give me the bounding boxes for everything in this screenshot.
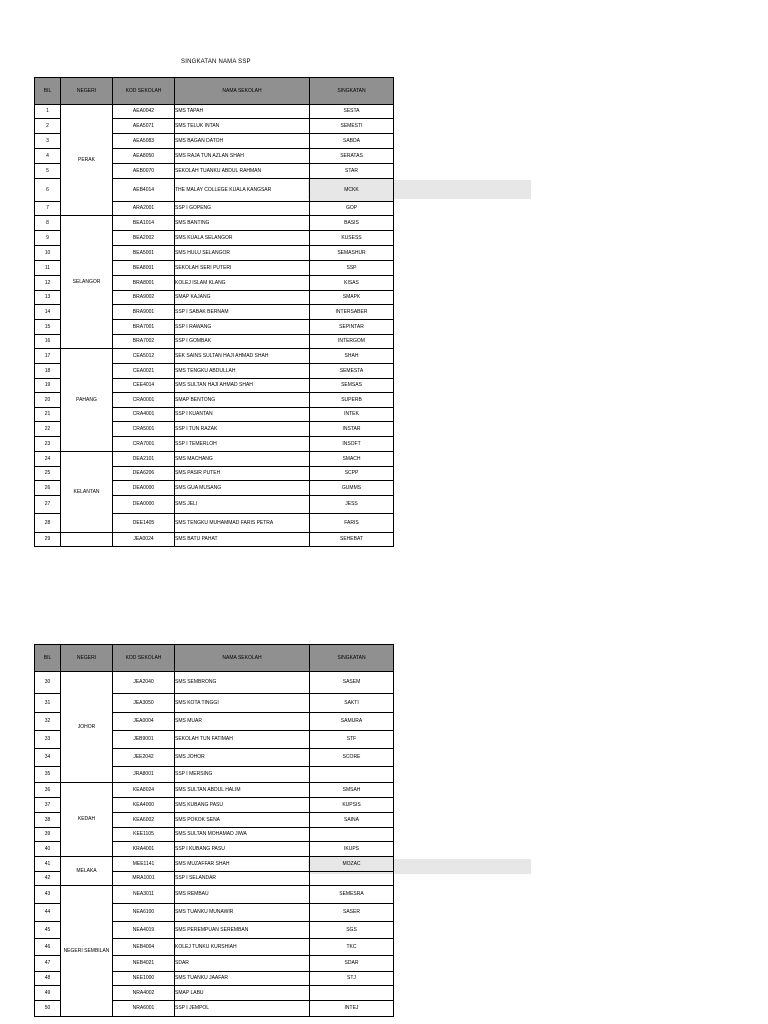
cell-kod-sekolah: NEA6100 <box>113 904 175 922</box>
cell-singkatan: SESTA <box>310 105 394 119</box>
cell-kod-sekolah: AEA0042 <box>113 105 175 119</box>
cell-bil: 23 <box>35 437 61 452</box>
cell-singkatan: SCORE <box>310 749 394 767</box>
cell-nama-sekolah: SMS BANTING <box>175 216 310 231</box>
cell-nama-sekolah: SMS TENGKU ABDULLAH <box>175 364 310 379</box>
cell-kod-sekolah: CRA4001 <box>113 408 175 422</box>
cell-bil: 48 <box>35 972 61 986</box>
cell-bil: 26 <box>35 481 61 496</box>
cell-bil: 17 <box>35 349 61 364</box>
cell-kod-sekolah: JEA2040 <box>113 672 175 694</box>
cell-bil: 10 <box>35 246 61 261</box>
cell-singkatan: IKUPS <box>310 842 394 857</box>
cell-nama-sekolah: SMAP LABU <box>175 986 310 1001</box>
cell-singkatan: SCPP <box>310 467 394 481</box>
cell-singkatan: INTERSABER <box>310 305 394 320</box>
cell-nama-sekolah: SMS MUZAFFAR SHAH <box>175 857 310 872</box>
cell-nama-sekolah: SMS MACHANG <box>175 452 310 467</box>
cell-kod-sekolah: KEA6002 <box>113 813 175 828</box>
cell-bil: 47 <box>35 956 61 972</box>
header-kod-sekolah: KOD SEKOLAH <box>113 78 175 105</box>
cell-bil: 49 <box>35 986 61 1001</box>
cell-nama-sekolah: SMS SULTAN HAJI AHMAD SHAH <box>175 379 310 393</box>
cell-kod-sekolah: KEE1105 <box>113 828 175 842</box>
cell-singkatan: SAINA <box>310 813 394 828</box>
cell-bil: 39 <box>35 828 61 842</box>
cell-nama-sekolah: SMAP KAJANG <box>175 291 310 305</box>
cell-bil: 34 <box>35 749 61 767</box>
cell-nama-sekolah: SSP I TEMERLOH <box>175 437 310 452</box>
cell-kod-sekolah: JEE2042 <box>113 749 175 767</box>
header-negeri: NEGERI <box>61 78 113 105</box>
cell-kod-sekolah: KRA4001 <box>113 842 175 857</box>
cell-kod-sekolah: BRA7001 <box>113 320 175 335</box>
cell-nama-sekolah: SSP I MERSING <box>175 767 310 783</box>
cell-bil: 3 <box>35 134 61 149</box>
cell-singkatan: FARIS <box>310 514 394 533</box>
cell-kod-sekolah: MEE1141 <box>113 857 175 872</box>
cell-nama-sekolah: SMS TUANKU JAAFAR <box>175 972 310 986</box>
cell-kod-sekolah: JEB9001 <box>113 731 175 749</box>
cell-kod-sekolah: AEB4014 <box>113 179 175 202</box>
table-row <box>35 533 394 547</box>
cell-singkatan: STF <box>310 731 394 749</box>
cell-negeri: KELANTAN <box>61 452 113 533</box>
table-header-row <box>35 645 394 672</box>
cell-singkatan: KISAS <box>310 276 394 291</box>
cell-nama-sekolah: SMS JOHOR <box>175 749 310 767</box>
cell-bil: 11 <box>35 261 61 276</box>
cell-singkatan: SMSAH <box>310 783 394 798</box>
cell-bil: 33 <box>35 731 61 749</box>
cell-singkatan: BASIS <box>310 216 394 231</box>
cell-bil: 6 <box>35 179 61 202</box>
cell-nama-sekolah: SEKOLAH TUANKU ABDUL RAHMAN <box>175 164 310 179</box>
cell-bil: 22 <box>35 422 61 437</box>
cell-singkatan: INTEK <box>310 408 394 422</box>
cell-nama-sekolah: SSP I RAWANG <box>175 320 310 335</box>
cell-bil: 15 <box>35 320 61 335</box>
cell-singkatan: TKC <box>310 939 394 956</box>
cell-kod-sekolah: AEB0070 <box>113 164 175 179</box>
cell-kod-sekolah: AEA5071 <box>113 119 175 134</box>
cell-bil: 12 <box>35 276 61 291</box>
cell-kod-sekolah: BRA9002 <box>113 291 175 305</box>
cell-nama-sekolah: SMS RAJA TUN AZLAN SHAH <box>175 149 310 164</box>
cell-kod-sekolah: BEA5001 <box>113 246 175 261</box>
cell-nama-sekolah: SDAR <box>175 956 310 972</box>
cell-nama-sekolah: SSP I KUANTAN <box>175 408 310 422</box>
cell-nama-sekolah: SMS TELUK INTAN <box>175 119 310 134</box>
table-row <box>35 105 394 119</box>
cell-kod-sekolah: BEA8001 <box>113 261 175 276</box>
cell-kod-sekolah: BRA9001 <box>113 305 175 320</box>
header-negeri: NEGERI <box>61 645 113 672</box>
cell-bil: 31 <box>35 694 61 713</box>
cell-nama-sekolah: SMS SEMBRONG <box>175 672 310 694</box>
cell-singkatan: SEPINTAR <box>310 320 394 335</box>
cell-singkatan: SEMESTA <box>310 364 394 379</box>
cell-bil: 50 <box>35 1001 61 1017</box>
cell-singkatan: INTERGOM <box>310 335 394 349</box>
cell-nama-sekolah: SMS BAGAN DATOH <box>175 134 310 149</box>
cell-bil: 41 <box>35 857 61 872</box>
cell-singkatan <box>310 828 394 842</box>
cell-singkatan <box>310 986 394 1001</box>
cell-nama-sekolah: SMS KUBANG PASU <box>175 798 310 813</box>
cell-nama-sekolah: SMS KUALA SELANGOR <box>175 231 310 246</box>
cell-nama-sekolah: SMS POKOK SENA <box>175 813 310 828</box>
cell-kod-sekolah: KEA8024 <box>113 783 175 798</box>
cell-negeri: PERAK <box>61 105 113 216</box>
table-row <box>35 349 394 364</box>
cell-nama-sekolah: SSP I SELANDAR <box>175 872 310 886</box>
header-nama-sekolah: NAMA SEKOLAH <box>175 78 310 105</box>
cell-singkatan: SEMESRA <box>310 886 394 904</box>
cell-nama-sekolah: SMS KOTA TINGGI <box>175 694 310 713</box>
cell-singkatan: SAMURA <box>310 713 394 731</box>
cell-bil: 44 <box>35 904 61 922</box>
cell-singkatan: SERATAS <box>310 149 394 164</box>
cell-singkatan: INTEJ <box>310 1001 394 1017</box>
cell-kod-sekolah: ARA2001 <box>113 202 175 216</box>
cell-singkatan: SHAH <box>310 349 394 364</box>
cell-bil: 13 <box>35 291 61 305</box>
cell-kod-sekolah: CEE4014 <box>113 379 175 393</box>
cell-nama-sekolah: SSP I TUN RAZAK <box>175 422 310 437</box>
header-nama-sekolah: NAMA SEKOLAH <box>175 645 310 672</box>
header-kod-sekolah: KOD SEKOLAH <box>113 645 175 672</box>
cell-nama-sekolah: SMS REMBAU <box>175 886 310 904</box>
cell-kod-sekolah: JEA0024 <box>113 533 175 547</box>
cell-singkatan: SMACH <box>310 452 394 467</box>
cell-singkatan: STAR <box>310 164 394 179</box>
cell-negeri: JOHOR <box>61 672 113 783</box>
cell-singkatan: STJ <box>310 972 394 986</box>
cell-kod-sekolah: NRA4002 <box>113 986 175 1001</box>
cell-singkatan: GUMMS <box>310 481 394 496</box>
cell-bil: 25 <box>35 467 61 481</box>
cell-kod-sekolah: JEA3050 <box>113 694 175 713</box>
document-title: SINGKATAN NAMA SSP <box>181 59 251 65</box>
cell-kod-sekolah: CRA7001 <box>113 437 175 452</box>
cell-bil: 19 <box>35 379 61 393</box>
cell-bil: 4 <box>35 149 61 164</box>
cell-singkatan: KUSESS <box>310 231 394 246</box>
cell-singkatan: INSTAR <box>310 422 394 437</box>
cell-nama-sekolah: SSP I SABAK BERNAM <box>175 305 310 320</box>
cell-singkatan: SDAR <box>310 956 394 972</box>
cell-singkatan: JESS <box>310 496 394 514</box>
cell-singkatan: SUPERB <box>310 393 394 408</box>
cell-nama-sekolah: KOLEJ ISLAM KLANG <box>175 276 310 291</box>
header-bil: BIL <box>35 645 61 672</box>
cell-negeri <box>61 533 113 547</box>
cell-bil: 38 <box>35 813 61 828</box>
cell-singkatan: KUPSIS <box>310 798 394 813</box>
table-header-row <box>35 78 394 105</box>
cell-kod-sekolah: MRA1001 <box>113 872 175 886</box>
cell-kod-sekolah: DEA2101 <box>113 452 175 467</box>
cell-bil: 36 <box>35 783 61 798</box>
cell-bil: 32 <box>35 713 61 731</box>
cell-singkatan: SSP <box>310 261 394 276</box>
cell-nama-sekolah: KOLEJ TUNKU KURSHIAH <box>175 939 310 956</box>
cell-kod-sekolah: NEA4019 <box>113 922 175 939</box>
table-row <box>35 783 394 798</box>
table-row <box>35 672 394 694</box>
cell-bil: 45 <box>35 922 61 939</box>
cell-singkatan: SMAPK <box>310 291 394 305</box>
cell-negeri: PAHANG <box>61 349 113 452</box>
cell-nama-sekolah: SMS HULU SELANGOR <box>175 246 310 261</box>
cell-singkatan: GOP <box>310 202 394 216</box>
cell-singkatan: SAKTI <box>310 694 394 713</box>
cell-nama-sekolah: SSP I KUBANG PASU <box>175 842 310 857</box>
cell-bil: 30 <box>35 672 61 694</box>
cell-kod-sekolah: NEB4004 <box>113 939 175 956</box>
cell-negeri: MELAKA <box>61 857 113 886</box>
cell-nama-sekolah: SSP I GOPENG <box>175 202 310 216</box>
cell-negeri: KEDAH <box>61 783 113 857</box>
cell-kod-sekolah: CRA0001 <box>113 393 175 408</box>
cell-kod-sekolah: NEB4021 <box>113 956 175 972</box>
table-row <box>35 886 394 904</box>
cell-kod-sekolah: BEA2002 <box>113 231 175 246</box>
cell-singkatan: MCKK <box>310 179 394 202</box>
cell-negeri: NEGERI SEMBILAN <box>61 886 113 1017</box>
cell-bil: 5 <box>35 164 61 179</box>
cell-kod-sekolah: AEA5083 <box>113 134 175 149</box>
cell-kod-sekolah: DEE1405 <box>113 514 175 533</box>
cell-singkatan <box>310 872 394 886</box>
cell-kod-sekolah: BRA8001 <box>113 276 175 291</box>
cell-singkatan: SEMESTI <box>310 119 394 134</box>
header-singkatan: SINGKATAN <box>310 645 394 672</box>
cell-singkatan: SASER <box>310 904 394 922</box>
table-row <box>35 452 394 467</box>
cell-kod-sekolah: CEA5012 <box>113 349 175 364</box>
cell-nama-sekolah: SSP I JEMPOL <box>175 1001 310 1017</box>
cell-singkatan: SABDA <box>310 134 394 149</box>
cell-nama-sekolah: SMS TENGKU MUHAMMAD FARIS PETRA <box>175 514 310 533</box>
cell-kod-sekolah: DEA0000 <box>113 496 175 514</box>
cell-bil: 42 <box>35 872 61 886</box>
cell-singkatan: SEMSAS <box>310 379 394 393</box>
cell-nama-sekolah: SMS MUAR <box>175 713 310 731</box>
cell-bil: 14 <box>35 305 61 320</box>
cell-bil: 35 <box>35 767 61 783</box>
cell-bil: 1 <box>35 105 61 119</box>
cell-kod-sekolah: NEA3011 <box>113 886 175 904</box>
cell-kod-sekolah: NEE1000 <box>113 972 175 986</box>
cell-kod-sekolah: NRA6001 <box>113 1001 175 1017</box>
cell-kod-sekolah: CRA5001 <box>113 422 175 437</box>
cell-bil: 37 <box>35 798 61 813</box>
cell-nama-sekolah: THE MALAY COLLEGE KUALA KANGSAR <box>175 179 310 202</box>
cell-singkatan <box>310 767 394 783</box>
table-row <box>35 857 394 872</box>
cell-bil: 43 <box>35 886 61 904</box>
cell-negeri: SELANGOR <box>61 216 113 349</box>
ssp-table-2 <box>34 644 394 1017</box>
cell-nama-sekolah: SMS TUANKU MUNAWIR <box>175 904 310 922</box>
header-singkatan: SINGKATAN <box>310 78 394 105</box>
cell-kod-sekolah: DEA6206 <box>113 467 175 481</box>
cell-bil: 8 <box>35 216 61 231</box>
cell-bil: 27 <box>35 496 61 514</box>
header-bil: BIL <box>35 78 61 105</box>
ssp-table-1 <box>34 77 394 547</box>
cell-kod-sekolah: BRA7002 <box>113 335 175 349</box>
cell-kod-sekolah: BEA1014 <box>113 216 175 231</box>
cell-bil: 29 <box>35 533 61 547</box>
cell-singkatan: MOZAC <box>310 857 394 872</box>
cell-nama-sekolah: SMS BATU PAHAT <box>175 533 310 547</box>
cell-nama-sekolah: SSP I GOMBAK <box>175 335 310 349</box>
cell-nama-sekolah: SMAP BENTONG <box>175 393 310 408</box>
cell-bil: 18 <box>35 364 61 379</box>
cell-nama-sekolah: SMS JELI <box>175 496 310 514</box>
cell-bil: 28 <box>35 514 61 533</box>
cell-bil: 9 <box>35 231 61 246</box>
cell-singkatan: SEMASHUR <box>310 246 394 261</box>
cell-nama-sekolah: SEKOLAH TUN FATIMAH <box>175 731 310 749</box>
cell-bil: 21 <box>35 408 61 422</box>
cell-singkatan: SEHEBAT <box>310 533 394 547</box>
cell-nama-sekolah: SMS GUA MUSANG <box>175 481 310 496</box>
cell-kod-sekolah: AEA8050 <box>113 149 175 164</box>
cell-singkatan: SGS <box>310 922 394 939</box>
cell-nama-sekolah: SEKOLAH SERI PUTERI <box>175 261 310 276</box>
cell-nama-sekolah: SMS SULTAN MOHAMAD JIWA <box>175 828 310 842</box>
cell-singkatan: INSOFT <box>310 437 394 452</box>
cell-kod-sekolah: JRA8001 <box>113 767 175 783</box>
cell-kod-sekolah: JEA0004 <box>113 713 175 731</box>
cell-nama-sekolah: SMS PASIR PUTEH <box>175 467 310 481</box>
cell-bil: 24 <box>35 452 61 467</box>
cell-bil: 16 <box>35 335 61 349</box>
cell-bil: 40 <box>35 842 61 857</box>
cell-kod-sekolah: KEA4000 <box>113 798 175 813</box>
cell-bil: 2 <box>35 119 61 134</box>
cell-singkatan: SASEM <box>310 672 394 694</box>
cell-nama-sekolah: SMS TAPAH <box>175 105 310 119</box>
cell-kod-sekolah: CEA0021 <box>113 364 175 379</box>
cell-nama-sekolah: SMS SULTAN ABDUL HALIM <box>175 783 310 798</box>
cell-kod-sekolah: DEA0000 <box>113 481 175 496</box>
cell-nama-sekolah: SEK SAINS SULTAN HAJI AHMAD SHAH <box>175 349 310 364</box>
cell-bil: 46 <box>35 939 61 956</box>
cell-bil: 7 <box>35 202 61 216</box>
cell-nama-sekolah: SMS PEREMPUAN SEREMBAN <box>175 922 310 939</box>
table-row <box>35 216 394 231</box>
cell-bil: 20 <box>35 393 61 408</box>
